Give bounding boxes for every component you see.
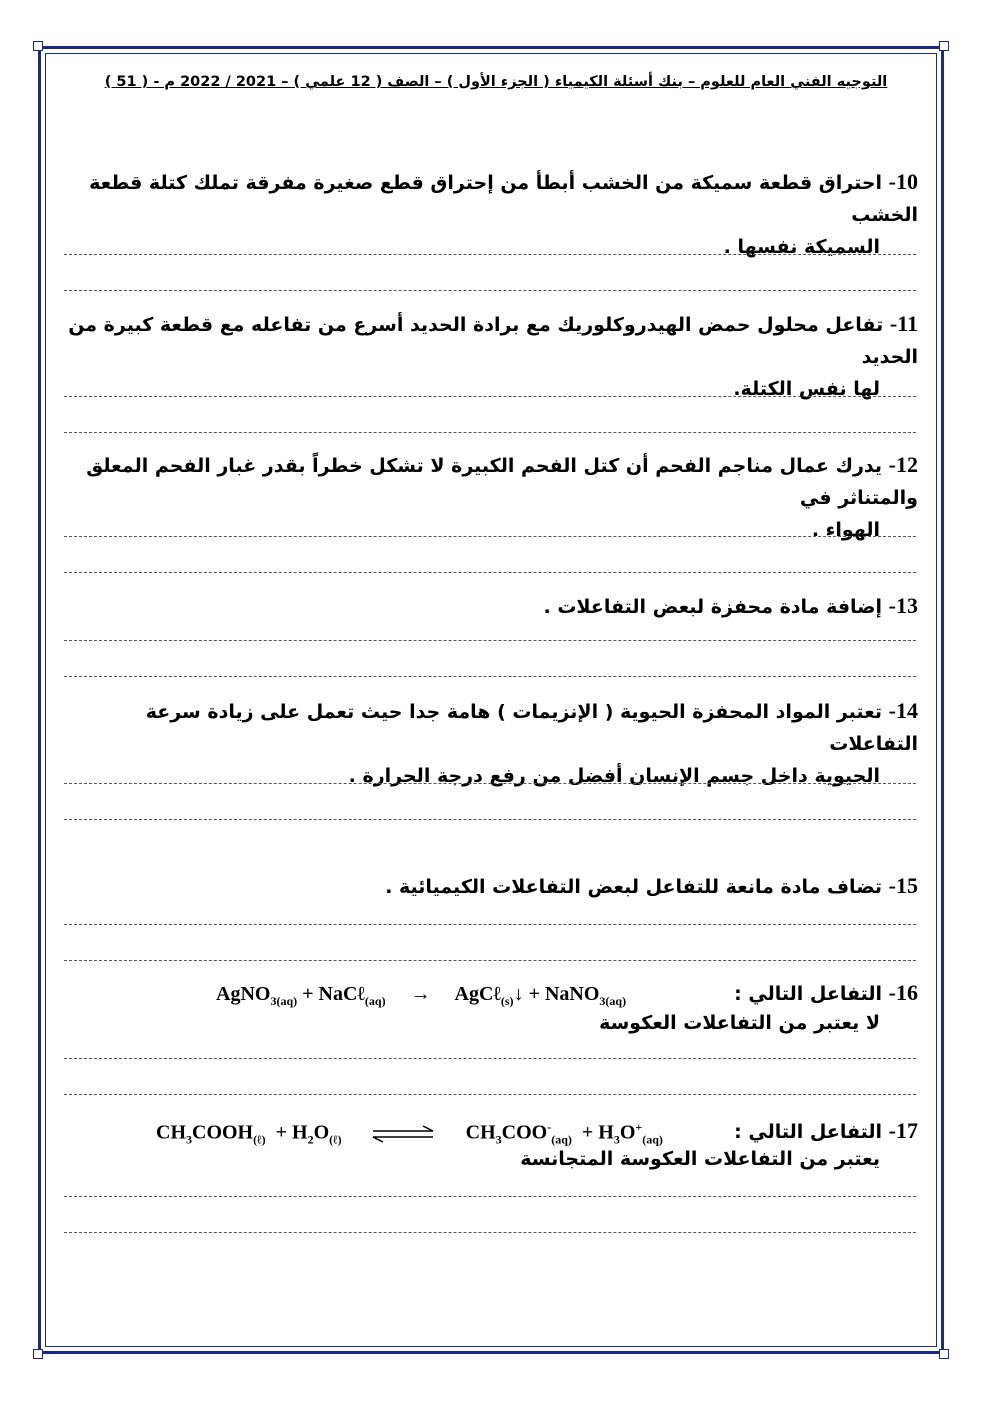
question-12 (64, 449, 918, 546)
answer-line[interactable] (64, 432, 916, 433)
formula-sub: 3(aq) (599, 994, 627, 1008)
formula-term: CH (156, 1121, 186, 1144)
question-11 (64, 308, 918, 405)
question-text: التفاعل التالي : (734, 1121, 883, 1143)
question-number: 15- (888, 873, 918, 898)
page-header: التوجيه الفني العام للعلوم – بنك أسئلة الكيمياء ( الجزء الأول ) – الصف ( 12 علمي ) – 2021 / 2022 م - ( 51 ) (104, 74, 888, 90)
answer-line[interactable] (64, 960, 916, 961)
question-13 (64, 590, 918, 623)
question-15 (64, 870, 918, 903)
formula-sub: 3 (495, 1132, 502, 1147)
formula-term: COO (501, 1121, 548, 1144)
question-text: تفاعل محلول حمض الهيدروكلوريك مع برادة الحديد أسرع من تفاعله مع قطعة كبيرة من الحديد (68, 314, 918, 368)
reaction-arrow-icon: → (410, 983, 431, 1005)
formula-term: O (313, 1121, 330, 1144)
corner-ornament (33, 41, 43, 51)
question-16-cont: لا يعتبر من التفاعلات العكوسة (599, 1012, 880, 1034)
answer-line[interactable] (64, 1058, 916, 1059)
question-17-cont: يعتبر من التفاعلات العكوسة المتجانسة (520, 1148, 880, 1170)
question-number: 12- (888, 452, 918, 477)
answer-line[interactable] (64, 819, 916, 820)
equilibrium-arrow-icon (369, 1125, 439, 1143)
formula-term: + NaNO (528, 983, 600, 1005)
question-text-cont: السميكة نفسها . (723, 236, 880, 258)
reaction-equation-16 (216, 983, 626, 1009)
question-number: 14- (888, 698, 918, 723)
question-text: يدرك عمال مناجم الفحم أن كتل الفحم الكبيرة لا تشكل خطراً بقدر غبار الفحم المعلق والمتناثر في (86, 455, 918, 509)
question-text: تعتبر المواد المحفزة الحيوية ( الإنزيمات ) هامة جدا حيث تعمل على زيادة سرعة التفاعلات (145, 701, 918, 755)
formula-sub: 3 (186, 1132, 192, 1147)
question-text: التفاعل التالي : (734, 983, 883, 1005)
precipitate-arrow-icon: ↓ (513, 983, 524, 1005)
answer-line[interactable] (64, 1196, 916, 1197)
question-number: 16- (888, 980, 918, 1005)
answer-line[interactable] (64, 1094, 916, 1095)
answer-line[interactable] (64, 1232, 916, 1233)
formula-sub: (aq) (364, 994, 386, 1008)
formula-term: + H (275, 1121, 308, 1144)
question-text: احتراق قطعة سميكة من الخشب أبطأ من إحتراق قطع صغيرة مفرقة تملك كتلة قطعة الخشب (89, 172, 918, 226)
question-number: 10- (888, 169, 918, 194)
formula-sup: - (547, 1120, 552, 1134)
formula-term: O (619, 1121, 636, 1144)
formula-sub: (aq) (642, 1132, 663, 1147)
formula-sup: + (635, 1120, 643, 1134)
formula-term: + H (581, 1121, 614, 1144)
answer-line[interactable] (64, 396, 916, 397)
question-text: تضاف مادة مانعة للتفاعل لبعض التفاعلات الكيميائية . (385, 876, 883, 898)
formula-sub: (ℓ) (329, 1132, 342, 1147)
question-16-lead (734, 980, 918, 1006)
formula-sub: (s) (500, 994, 514, 1008)
corner-ornament (939, 1349, 949, 1359)
formula-sub: (aq) (551, 1132, 572, 1147)
reaction-equation-17 (156, 1120, 663, 1148)
formula-sub: 3 (613, 1132, 620, 1147)
formula-sub: 3(aq) (270, 994, 298, 1008)
answer-line[interactable] (64, 254, 916, 255)
formula-term: AgNO (216, 983, 271, 1005)
answer-line[interactable] (64, 783, 916, 784)
question-text: إضافة مادة محفزة لبعض التفاعلات . (543, 596, 883, 618)
question-number: 13- (888, 593, 918, 618)
answer-line[interactable] (64, 924, 916, 925)
corner-ornament (939, 41, 949, 51)
answer-line[interactable] (64, 572, 916, 573)
formula-sub: 2 (307, 1132, 314, 1147)
formula-sub: (ℓ) (253, 1132, 266, 1147)
formula-term: CH (465, 1121, 496, 1144)
formula-term: COOH (192, 1121, 254, 1144)
formula-term: + NaCℓ (302, 983, 365, 1005)
question-text-cont: الحيوية داخل جسم الإنسان أفضل من رفع درجة الحرارة . (348, 765, 880, 787)
question-text-cont: لها نفس الكتلة. (733, 378, 880, 400)
corner-ornament (33, 1349, 43, 1359)
formula-term: AgCℓ (454, 983, 501, 1005)
question-10 (64, 166, 918, 263)
answer-line[interactable] (64, 290, 916, 291)
answer-line[interactable] (64, 676, 916, 677)
answer-line[interactable] (64, 640, 916, 641)
question-text-cont: الهواء . (811, 519, 880, 541)
question-number: 17- (888, 1118, 918, 1143)
answer-line[interactable] (64, 536, 916, 537)
question-14 (64, 695, 918, 792)
question-17-lead (734, 1118, 918, 1144)
question-number: 11- (889, 311, 918, 336)
